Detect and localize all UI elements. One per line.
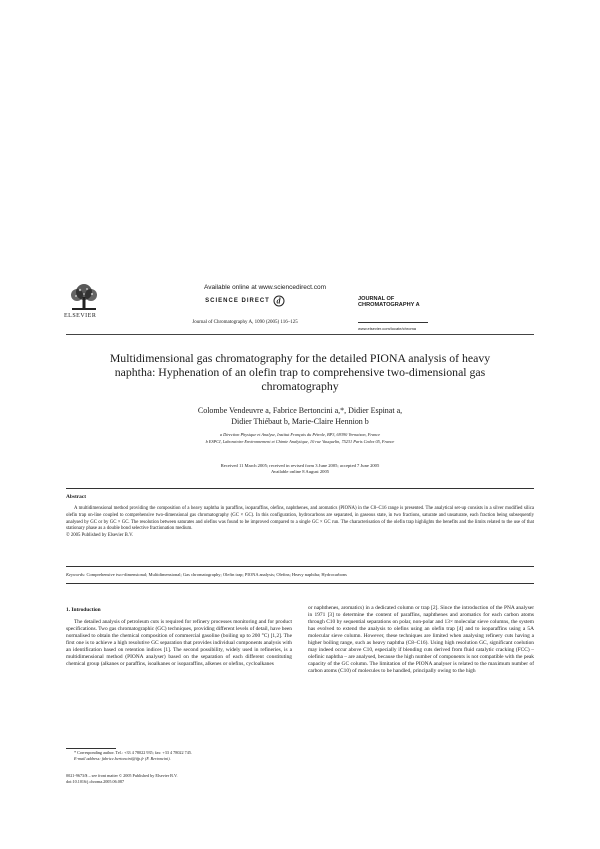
footnote-rule <box>66 748 116 749</box>
author-list <box>110 405 490 427</box>
affiliations <box>160 432 440 444</box>
abstract-heading: Abstract <box>66 494 87 500</box>
elsevier-tree-logo <box>66 283 102 311</box>
footnote-email: E-mail address: fabrice.bertoncini@ifp.fr (F. Bertoncini). <box>74 755 171 761</box>
available-online-line: Available online at www.sciencedirect.com <box>204 284 326 291</box>
journal-logo-line1: JOURNAL OF <box>358 296 395 302</box>
intro-left-column: The detailed analysis of petroleum cuts is required for refinery processes monitoring and for product specifications. Two gas chromatographic (GC) techniques, providing different levels of detail, have been normalised to obtain the chemical composition of commercial gasoline (boiling up to 200 °C) [1,2]. The first one is to achieve a high resolutive GC separation that provides individual components analysis with an identification based on retention indices [1]. The second possibility, widely used in refineries, is a multidimensional method (PIONA analyser) based on the separation of each different constituting chemical group (alkanes or paraffins, isoalkanes or isoparaffins, alkenes or olefins, cycloalkanes <box>66 619 292 668</box>
keywords-text: Comprehensive two-dimensional; Multidimensional; Gas chromatography; Olefin trap; PIONA analysis; Olefins; Heavy naphtha; Hydrocarbons <box>86 572 347 577</box>
footnote <box>66 750 292 761</box>
sciencedirect-logo <box>170 294 320 308</box>
bottom-info <box>66 773 326 785</box>
keywords-label: Keywords: <box>66 572 86 577</box>
svg-text:d: d <box>276 296 282 306</box>
abstract-text: A multidimensional method providing the composition of a heavy naphtha in paraffins, isoparaffins, olefins, naphthenes, and aromatics (PIONA) in the C8–C16 range is presented. The analytical set-up consists in a silver modified silica olefin trap on-line coupled to comprehensive two-dimensional gas chromatography (GC × GC). In this configuration, hydrocarbons are separated, in gaseous state, in two fractions, saturate and unsaturate, each fraction being subsequently analysed by GC or by GC × GC. The resolution between saturates and olefins was found to be improved compared to a single GC × GC run. The characterisation of the olefin trap highlights the benefits and the limits related to the use of that stationary phase as a double bond selective fractionation medium. <box>66 506 534 532</box>
article-history <box>140 463 460 475</box>
keywords-bottom-rule <box>66 583 534 584</box>
authors-line1: Colombe Vendeuvre a, Fabrice Bertoncini a,*, Didier Espinat a, <box>197 406 403 415</box>
doi-line[interactable]: doi:10.1016/j.chroma.2005.06.087 <box>66 778 125 784</box>
authors-line2: Didier Thiébaut b, Marie-Claire Hennion b <box>231 417 369 426</box>
article-title: Multidimensional gas chromatography for the detailed PIONA analysis of heavy naphtha: Hyphenation of an olefin trap to comprehensive two-dimensional gas chromatography <box>109 351 491 394</box>
received-dates: Received 11 March 2005; received in revised form 3 June 2005; accepted 7 June 2005 <box>220 463 380 468</box>
header-rule <box>66 334 534 335</box>
abstract-body <box>66 506 534 540</box>
keywords <box>66 572 534 578</box>
available-date: Available online 8 August 2005 <box>270 469 330 474</box>
abstract-copyright: © 2005 Published by Elsevier B.V. <box>66 533 134 539</box>
journal-logo-rule <box>358 322 428 323</box>
affiliation-b: b ESPCI, Laboratoire Environnement et Chimie Analytique, 10 rue Vauquelin, 75231 Paris Cedex 05, France <box>205 438 395 444</box>
intro-right-column: or naphthenes, aromatics) in a dedicated column or trap [2]. Since the introduction of the PNA analyser in 1971 [3] to determine the content of paraffins, naphthenes and aromatics for each carbon atoms through C10 by sequential separations on polar, non-polar and 13× molecular sieve columns, the system has evolved to extend the analysis to olefins using an olefin trap [4] and to isoparaffins using a 5A molecular sieve column. However, these techniques are limited when analysing refinery cuts having a higher boiling range, such as heavy naphtha (C8–C16). Using high resolution GC, significant coelution may indeed occur above C10, especially if blending cuts derived from fluid catalytic cracking (FCC) – olefinic naphtha – are analysed, because the high number of components is not compatible with the peak capacity of the GC column. The limitation of the PIONA analyser is related to the maximum number of carbon atoms (C10) of molecules to be handled, principally owing to the high <box>308 605 534 675</box>
sciencedirect-d-icon <box>273 295 285 307</box>
issn-line: 0021-9673/$ – see front matter © 2005 Published by Elsevier B.V. <box>66 773 178 778</box>
footnote-corresponding: * Corresponding author. Tel.: +33 4 78022 935; fax: +33 4 78022 745. <box>74 750 192 755</box>
affiliation-a: a Direction Physique et Analyse, Institut Français du Pétrole, BP3, 69390 Vernaison, France <box>219 432 381 437</box>
publisher-name: ELSEVIER <box>64 313 97 319</box>
keywords-top-rule <box>66 566 534 567</box>
journal-url[interactable]: www.elsevier.com/locate/chroma <box>358 326 417 331</box>
journal-citation: Journal of Chromatography A, 1090 (2005) 116–125 <box>192 320 298 325</box>
abstract-top-rule <box>66 488 534 489</box>
sciencedirect-brand: SCIENCE DIRECT <box>205 298 270 304</box>
intro-heading: 1. Introduction <box>66 607 101 613</box>
journal-logo <box>358 296 428 308</box>
journal-logo-line2: CHROMATOGRAPHY A <box>358 302 420 309</box>
